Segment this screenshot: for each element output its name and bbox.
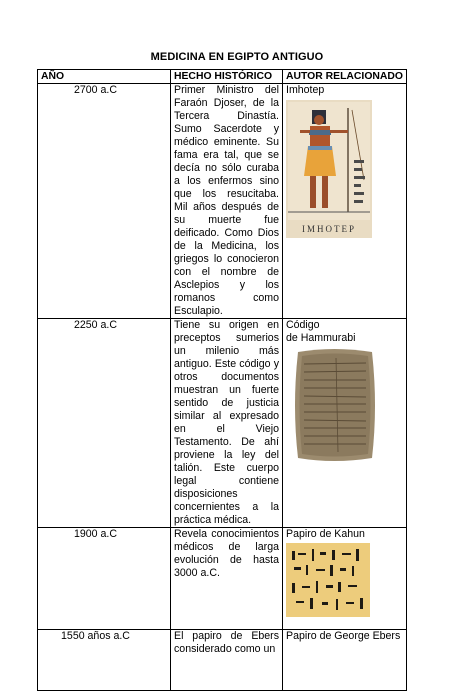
- event-cell: El papiro de Ebers considerado como un: [171, 630, 283, 691]
- author-cell: [283, 84, 407, 319]
- table-row: [38, 84, 407, 319]
- author-name: Imhotep: [286, 84, 325, 96]
- table-row: [38, 630, 407, 691]
- author-cell: [283, 319, 407, 528]
- imhotep-image: [286, 100, 372, 238]
- year-cell: 1550 años a.C: [38, 630, 171, 691]
- author-name-line2: de Hammurabi: [286, 332, 356, 344]
- papyrus-image: [286, 543, 370, 617]
- image-caption: IMHOTEP: [302, 224, 356, 234]
- header-event: HECHO HISTÓRICO: [171, 70, 283, 84]
- header-author: AUTOR RELACIONADO: [283, 70, 407, 84]
- year-cell: 2700 a.C: [38, 84, 171, 319]
- author-cell: [283, 528, 407, 630]
- table-row: [38, 319, 407, 528]
- event-cell: Primer Ministro del Faraón Djoser, de la Tercera Dinastía. Sumo Sacerdote y médico eminente. Su fama era tal, que se decía no sólo curaba a los enfermos sino que los resucitaba. Mil años después de su muerte fue deificado. Como Dios de la Medicina, los griegos lo conocieron con el nombre de Asclepios y los romanos como Esculapio.: [171, 84, 283, 319]
- author-name: Papiro de Kahun: [286, 528, 365, 540]
- event-cell: Tiene su origen en preceptos sumerios un milenio más antiguo. Este código y otros documentos muestran un fuerte sentido de justicia similar al expresado en el Viejo Testamento. De ahí proviene la ley del talión. Este cuerpo legal contiene disposiciones concernientes a la práctica médica.: [171, 319, 283, 528]
- event-cell: Revela conocimientos médicos de larga evolución de hasta 3000 a.C.: [171, 528, 283, 630]
- history-table: [37, 69, 407, 691]
- table-header-row: [38, 70, 407, 84]
- year-cell: 1900 a.C: [38, 528, 171, 630]
- page-title: MEDICINA EN EGIPTO ANTIGUO: [150, 51, 324, 63]
- author-cell: Papiro de George Ebers: [283, 630, 407, 691]
- year-cell: 2250 a.C: [38, 319, 171, 528]
- clay-tablet-image: [290, 346, 378, 464]
- table-row: [38, 528, 407, 630]
- header-year: AÑO: [38, 70, 171, 84]
- author-name-line1: Código: [286, 319, 320, 331]
